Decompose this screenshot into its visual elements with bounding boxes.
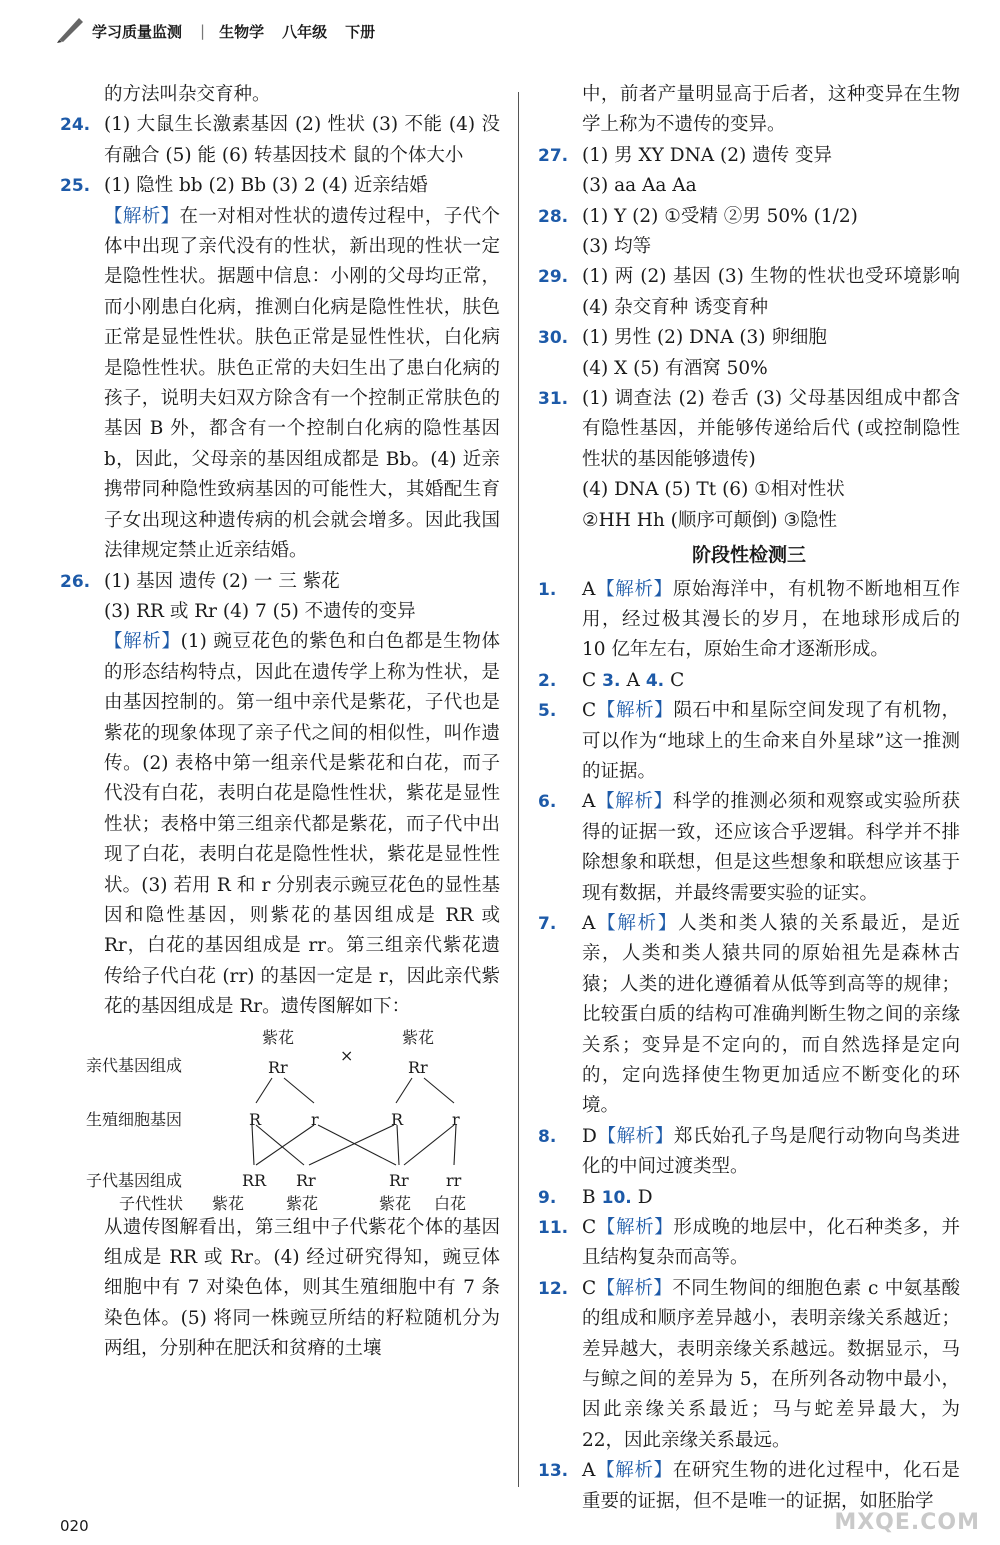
answer-choice: A xyxy=(582,791,596,813)
answer-choice: C xyxy=(582,1277,597,1299)
child-genotype-1: RR xyxy=(242,1170,267,1190)
answer-text: (1) 基因 遗传 (2) 一 三 紫花 xyxy=(104,570,340,592)
analysis-text: (1) 豌豆花色的紫色和白色都是生物体的形态结构特点，因此在遗传学上称为性状，是由基因控制的。第一组中亲代是紫花，子代也是紫花的现象体现了亲子代之间的相似性，叫作遗传。(2) 表格中第一组亲代是紫花和白花，而子代没有白花，表明白花是隐性性状，紫花是显性性状；表格中第三组亲代都是紫花，而子代中出现了白花，表明白花是隐性性状，紫花是显性性状。(3) 若用 R 和 r 分别表示豌豆花色的显性基因和隐性基因，则紫花的基因组成是 RR 或 Rr，白花的基因组成是 rr。第三组亲代紫花遗传给子代白花 (rr) 的基因一定是 r，因此亲代紫花的基因组成是 Rr。遗传图解如下： xyxy=(104,631,500,1018)
question-number: 29. xyxy=(538,267,569,288)
question-number: 6. xyxy=(538,792,557,813)
answer-choice: B xyxy=(582,1186,596,1208)
row-label-trait: 子代性状 xyxy=(119,1193,184,1213)
row-label-gamete: 生殖细胞基因 xyxy=(86,1109,183,1129)
question-number: 2. xyxy=(538,670,557,691)
analysis-text: 郑氏始孔子鸟是爬行动物向鸟类进化的中间过渡类型。 xyxy=(582,1125,960,1178)
pen-icon xyxy=(55,12,87,44)
answer-s7 xyxy=(538,909,960,1122)
child-genotype-2: Rr xyxy=(296,1170,316,1190)
analysis-25 xyxy=(60,202,500,567)
answer-31-line2: (4) DNA (5) Tt (6) ①相对性状 xyxy=(582,479,845,501)
child-trait-1: 紫花 xyxy=(212,1193,245,1213)
parent2-trait: 紫花 xyxy=(402,1027,435,1047)
answer-s11 xyxy=(538,1213,960,1274)
answer-30-line2: (4) X (5) 有酒窝 50% xyxy=(582,357,768,379)
question-number: 5. xyxy=(538,701,557,722)
analysis-label: 【解析】 xyxy=(104,205,180,227)
gamete-1: R xyxy=(249,1109,262,1129)
page-header: 学习质量监测 | 生物学 八年级 下册 xyxy=(92,22,376,41)
child-genotype-4: rr xyxy=(446,1170,462,1190)
analysis-text: 不同生物间的细胞色素 c 中氨基酸的组成和顺序差异越小，表明亲缘关系越近；差异越大，表明亲缘关系越远。数据显示，马与鲸之间的差异为 5，在所列各动物中最小，因此亲缘关系最近；马与蛇差异最大，为 22，因此亲缘关系最远。 xyxy=(582,1277,960,1451)
child-trait-4: 白花 xyxy=(434,1193,467,1213)
genetic-diagram xyxy=(86,1023,500,1213)
analysis-26-continued: 从遗传图解看出，第三组中子代紫花个体的基因组成是 RR 或 Rr。(4) 经过研究得知，豌豆体细胞中有 7 对染色体，则其生殖细胞中有 7 条染色体。(5) 将同一株豌豆所结的籽粒随机分为两组，分别种在肥沃和贫瘠的土壤 xyxy=(104,1216,500,1360)
answer-s13 xyxy=(538,1456,960,1517)
answer-choice: D xyxy=(582,1125,597,1147)
series-title: 学习质量监测 xyxy=(92,22,183,41)
analysis-label: 【解析】 xyxy=(596,1277,673,1299)
question-number: 8. xyxy=(538,1126,557,1147)
analysis-label: 【解析】 xyxy=(595,1460,673,1482)
row-label-parent: 亲代基因组成 xyxy=(86,1055,183,1075)
question-number: 1. xyxy=(538,579,557,600)
answer-29 xyxy=(538,262,960,323)
question-number: 13. xyxy=(538,1461,569,1482)
answer-choice: C xyxy=(670,669,685,691)
right-column xyxy=(538,80,960,1517)
answer-30 xyxy=(538,323,960,353)
parent1-trait: 紫花 xyxy=(262,1027,295,1047)
continued-text: 中，前者产量明显高于后者，这种变异在生物学上称为不遗传的变异。 xyxy=(582,84,960,136)
analysis-text: 陨石中和星际空间发现了有机物，可以作为“地球上的生命来自外星球”这一推测的证据。 xyxy=(582,700,960,782)
answer-26 xyxy=(60,567,500,597)
answer-text: (1) 男性 (2) DNA (3) 卵细胞 xyxy=(582,327,827,349)
analysis-text: 科学的推测必须和观察或实验所获得的证据一致，还应该合乎逻辑。科学并不排除想象和联想，但是这些想象和联想应该基于现有数据，并最终需要实验的证实。 xyxy=(582,791,960,904)
answer-27-line2: (3) aa Aa Aa xyxy=(582,175,697,197)
analysis-label: 【解析】 xyxy=(595,578,673,600)
answer-s6 xyxy=(538,787,960,909)
answer-31 xyxy=(538,384,960,475)
page-number: 020 xyxy=(60,1517,89,1535)
answer-choice: C xyxy=(582,669,597,691)
answer-s8 xyxy=(538,1122,960,1183)
analysis-label: 【解析】 xyxy=(104,631,181,653)
answer-choice: A xyxy=(582,578,596,600)
watermark: MXQE.COM xyxy=(834,1510,980,1535)
answer-27 xyxy=(538,141,960,171)
answer-s5 xyxy=(538,696,960,787)
analysis-text: 人类和类人猿的关系最近，是近亲，人类和类人猿共同的原始祖先是森林古猿；人类的进化遵循着从低等到高等的规律；比较蛋白质的结构可准确判断生物之间的亲缘关系；变异是不定向的，而自然选择是定向的，定向选择使生物更加适应不断变化的环境。 xyxy=(582,912,960,1117)
gamete-2: r xyxy=(311,1109,319,1129)
answer-text: (1) 男 XY DNA (2) 遗传 变异 xyxy=(582,144,832,166)
analysis-label: 【解析】 xyxy=(595,912,679,934)
answer-25 xyxy=(60,171,500,201)
answer-text: (1) 大鼠生长激素基因 (2) 性状 (3) 不能 (4) 没有融合 (5) 能 (6) 转基因技术 鼠的个体大小 xyxy=(104,114,500,166)
answer-31-line3: ②HH Hh (顺序可颠倒) ③隐性 xyxy=(582,509,838,531)
answer-26-line2: (3) RR 或 Rr (4) 7 (5) 不遗传的变异 xyxy=(104,600,416,622)
question-number: 24. xyxy=(60,115,91,136)
answer-text: (1) 两 (2) 基因 (3) 生物的性状也受环境影响 (4) 杂交育种 诱变育种 xyxy=(582,266,960,318)
parent2-genotype: Rr xyxy=(408,1057,428,1077)
analysis-label: 【解析】 xyxy=(596,700,674,722)
answer-28-line2: (3) 均等 xyxy=(582,236,652,258)
answer-s12 xyxy=(538,1274,960,1456)
question-number: 10. xyxy=(601,1187,632,1208)
analysis-label: 【解析】 xyxy=(596,1217,674,1239)
continued-text: 的方法叫杂交育种。 xyxy=(104,84,271,105)
answer-text: (1) 隐性 bb (2) Bb (3) 2 (4) 近亲结婚 xyxy=(104,175,428,197)
answer-choice: D xyxy=(637,1186,653,1208)
question-number: 28. xyxy=(538,206,569,227)
cross-symbol: × xyxy=(340,1045,354,1065)
question-number: 27. xyxy=(538,145,569,166)
answer-choice: C xyxy=(582,700,597,722)
answer-text: (1) Y (2) ①受精 ②男 50% (1/2) xyxy=(582,205,858,227)
analysis-text: 原始海洋中，有机物不断地相互作用，经过极其漫长的岁月，在地球形成后的 10 亿年左右，原始生命才逐渐形成。 xyxy=(582,578,960,661)
section-title: 阶段性检测三 xyxy=(691,544,806,567)
question-number: 9. xyxy=(538,1187,557,1208)
answer-s1 xyxy=(538,575,960,666)
answer-choice: A xyxy=(626,669,640,691)
child-genotype-3: Rr xyxy=(389,1170,409,1190)
answer-text: (1) 调查法 (2) 卷舌 (3) 父母基因组成中都含有隐性基因，并能够传递给后代 (或控制隐性性状的基因能够遗传) xyxy=(582,388,960,470)
child-trait-2: 紫花 xyxy=(286,1193,319,1213)
question-number: 4. xyxy=(645,670,665,691)
analysis-text: 形成晚的地层中，化石种类多，并且结构复杂而高等。 xyxy=(582,1217,960,1269)
question-number: 25. xyxy=(60,176,91,197)
row-label-child: 子代基因组成 xyxy=(86,1170,183,1190)
question-number: 31. xyxy=(538,389,569,410)
column-divider xyxy=(518,92,519,1487)
subject: 生物学 xyxy=(219,22,265,41)
question-number: 12. xyxy=(538,1278,569,1299)
question-number: 7. xyxy=(538,913,557,934)
child-trait-3: 紫花 xyxy=(379,1193,412,1213)
answer-28 xyxy=(538,202,960,232)
answer-choice: C xyxy=(582,1217,597,1239)
gamete-3: R xyxy=(391,1109,404,1129)
analysis-text: 在一对相对性状的遗传过程中，子代个体中出现了亲代没有的性状，新出现的性状一定是隐性性状。据题中信息：小刚的父母均正常，而小刚患白化病，推测白化病是隐性性状，肤色正常是显性性状。肤色正常是显性性状，白化病是隐性性状。肤色正常的夫妇生出了患白化病的孩子，说明夫妇双方除含有一个控制正常肤色的基因 B 外，都含有一个控制白化病的隐性基因 b，因此，父母亲的基因组成都是 Bb。(4) 近亲携带同种隐性致病基因的可能性大，其婚配生育子女出现这种遗传病的机会就会增多。因此我国法律规定禁止近亲结婚。 xyxy=(104,205,500,562)
question-number: 26. xyxy=(60,571,91,592)
volume: 下册 xyxy=(345,22,376,41)
analysis-label: 【解析】 xyxy=(595,791,673,813)
answers-9-10 xyxy=(538,1183,960,1213)
gamete-4: r xyxy=(452,1109,460,1129)
question-number: 3. xyxy=(602,670,621,691)
answers-2-4 xyxy=(538,666,960,696)
grade: 八年级 xyxy=(282,22,328,41)
answer-choice: A xyxy=(582,1460,596,1482)
analysis-text: 在研究生物的进化过程中，化石是重要的证据，但不是唯一的证据，如胚胎学 xyxy=(582,1460,960,1512)
left-column xyxy=(60,80,500,1365)
question-number: 11. xyxy=(538,1218,569,1239)
answer-choice: A xyxy=(582,912,596,934)
analysis-26 xyxy=(60,627,500,1022)
parent1-genotype: Rr xyxy=(268,1057,288,1077)
answer-24 xyxy=(60,110,500,171)
analysis-label: 【解析】 xyxy=(596,1125,674,1147)
question-number: 30. xyxy=(538,328,569,349)
